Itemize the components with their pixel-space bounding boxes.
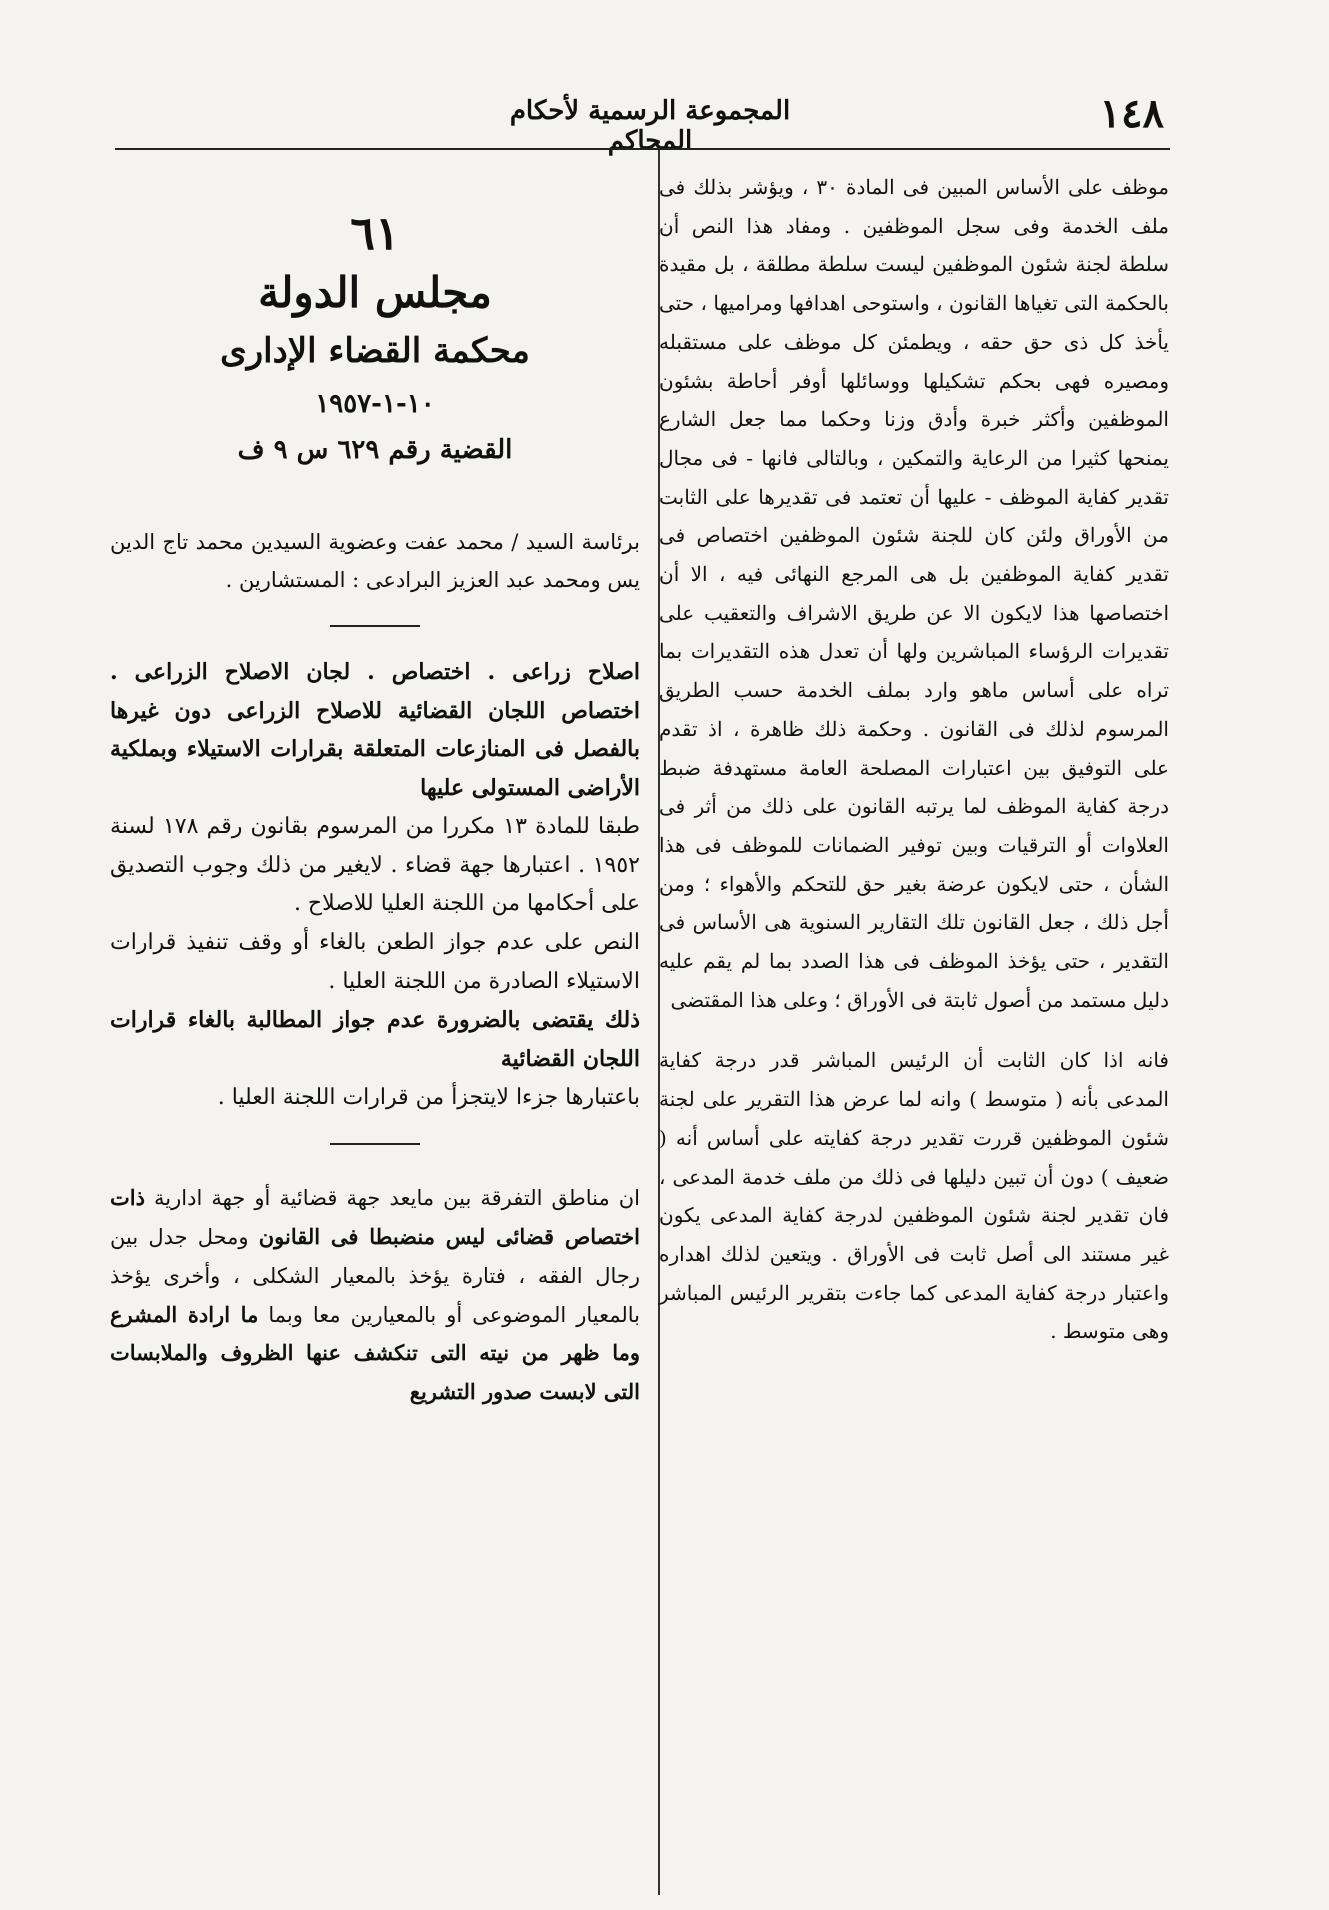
principle-note: [110, 1179, 640, 1411]
court-name: مجلس الدولة: [258, 268, 492, 317]
headnote: [110, 653, 640, 1117]
headnote-text: النص على عدم جواز الطعن بالغاء أو وقف تنفيذ قرارات الاستيلاء الصادرة من اللجنة العليا .: [110, 929, 640, 994]
court-division: محكمة القضاء الإدارى: [220, 331, 530, 371]
headnote-text: طبقا للمادة ١٣ مكررا من المرسوم بقانون رقم ١٧٨ لسنة ١٩٥٢ . اعتبارها جهة قضاء . لايغير من ذلك وجوب التصديق على أحكامها من اللجنة العليا للاصلاح .: [110, 813, 641, 917]
case-reference: القضية رقم ٦٢٩ س ٩ ف: [237, 435, 513, 465]
headnote-text: ذلك يقتضى بالضرورة عدم جواز المطالبة بالغاء قرارات اللجان القضائية: [110, 1007, 640, 1073]
headnote-text: اصلاح زراعى . اختصاص . لجان الاصلاح الزراعى . اختصاص اللجان القضائية للاصلاح الزراعى دون غيرها بالفصل فى المنازعات المتعلقة بقرارات الاستيلاء وبملكية الأراضى المستولى عليها: [110, 659, 640, 802]
note-text: ما ارادة المشرع وما ظهر من نيته التى تنكشف عنها الظروف والملابسات التى لابست صدور التشريع: [110, 1301, 640, 1404]
right-column: [659, 168, 1169, 1351]
headnote-text: باعتبارها جزءا لايتجزأ من قرارات اللجنة العليا .: [217, 1084, 640, 1110]
body-paragraph: فانه اذا كان الثابت أن الرئيس المباشر قدر درجة كفاية المدعى بأنه ( متوسط ) وانه لما عرض هذا التقرير على لجنة شئون الموظفين قررت تقدير درجة كفايته على أساس أنه ( ضعيف ) دون أن تبين دليلها فى ذلك من ملف خدمة المدعى ، فان تقدير لجنة شئون الموظفين لدرجة كفاية المدعى يكون غير مستند الى أصل ثابت فى الأوراق . ويتعين لذلك اهداره واعتبار درجة كفاية المدعى كما جاءت بتقرير الرئيس المباشر وهى متوسط .: [659, 1048, 1169, 1344]
running-header: المجموعة الرسمية لأحكام المحاكم: [509, 96, 791, 156]
body-paragraph: موظف على الأساس المبين فى المادة ٣٠ ، ويؤشر بذلك فى ملف الخدمة وفى سجل الموظفين . ومفاد هذا النص أن سلطة لجنة شئون الموظفين ليست سلطة مطلقة ، بل مقيدة بالحكمة التى تغياها القانون ، واستوحى اهدافها ومراميها ، حتى يأخذ كل ذى حق حقه ، ويطمئن كل موظف على مستقبله ومصيره فهى بحكم تشكيلها ووسائلها أوفر أحاطة بشئون الموظفين وأكثر خبرة وأدق وزنا وحكما مما جعل الشارع يمنحها كثيرا من الرعاية والتمكين ، وبالتالى فانها - فى مجال تقدير كفاية الموظف - عليها أن تعتمد فى تقديرها على الثابت من الأوراق ولئن كان للجنة شئون الموظفين اختصاص فى تقدير كفاية الموظفين بل هى المرجع النهائى فيه ، الا أن اختصاصها هذا لايكون الا عن طريق الاشراف والتعقيب على تقديرات الرؤساء المباشرين ولها أن تعدل هذه التقديرات بما تراه على أساس ماهو وارد بملف الخدمة حسب الطريق المرسوم لذلك فى القانون . وحكمة ذلك ظاهرة ، اذ تقدم على التوفيق بين اعتبارات المصلحة العامة مستهدفة ضبط درجة كفاية الموظف لما يرتبه القانون على ذلك من أثر فى العلاوات أو الترقيات وبين توفير الضمانات للموظف فى هذا الشأن ، حتى لايكون عرضة بغير حق للتحكم والأهواء ؛ ومن أجل ذلك ، جعل القانون تلك التقارير السنوية هى الأساس فى التقدير ، حتى يؤخذ الموظف فى هذا الصدد بما لم يقم عليه دليل مستمد من أصول ثابتة فى الأوراق ؛ وعلى هذا المقتضى: [659, 175, 1169, 1012]
section-divider: [330, 1143, 420, 1145]
left-column: [110, 168, 640, 1412]
case-number: ٦١: [350, 206, 400, 260]
court-panel: برئاسة السيد / محمد عفت وعضوية السيدين محمد تاج الدين يس ومحمد عبد العزيز البرادعى : المستشارين .: [110, 530, 640, 592]
note-text: ان مناطق التفرقة بين مايعد جهة قضائية أو جهة ادارية: [154, 1186, 640, 1211]
header-rule: [115, 148, 1170, 150]
note-text: ومحل جدل بين رجال الفقه ، فتارة يؤخذ بالمعيار الشكلى ، وأخرى يؤخذ بالمعيار الموضوعى أو بالمعيارين معا وبما: [110, 1225, 640, 1327]
page-number: ١٤٨: [1099, 90, 1164, 137]
judgment-date: ١٠-١-١٩٥٧: [315, 389, 435, 419]
section-divider: [330, 625, 420, 627]
note-text: ذات اختصاص قضائى ليس منضبطا فى القانون: [110, 1185, 640, 1250]
